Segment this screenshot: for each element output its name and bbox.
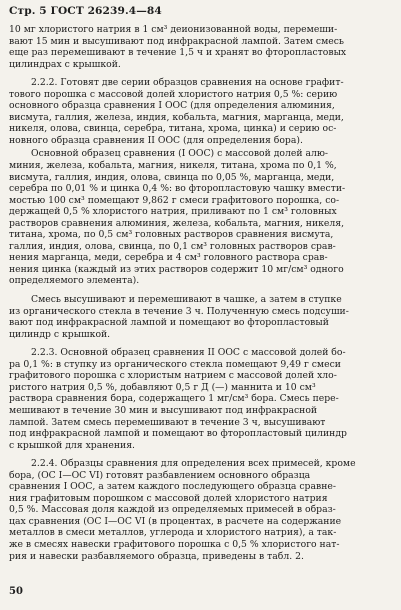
text-line: бора, (ОС I—ОС VI) готовят разбавлением основного образца bbox=[9, 469, 311, 481]
text-line: сравнения I ООС, а затем каждого последующего образца сравне- bbox=[9, 481, 336, 493]
text-line: растворов сравнения алюминия, железа, кобальта, магния, никеля, bbox=[9, 217, 345, 229]
text-line: цилиндр с крышкой. bbox=[9, 328, 111, 340]
text-line: висмута, галлия, железа, индия, кобальта, магния, марганца, меди, bbox=[9, 111, 344, 123]
text-line: ристого натрия 0,5 %, добавляют 0,5 г Д (—) маннита и 10 см³ bbox=[9, 381, 316, 393]
text-line: основного образца сравнения I ООС (для определения алюминия, bbox=[9, 100, 335, 112]
text-line: 2.2.2. Готовят две серии образцов сравнения на основе графит- bbox=[31, 77, 344, 89]
text-line: 2.2.3. Основной образец сравнения II ООС с массовой долей бо- bbox=[31, 347, 346, 359]
paragraph bbox=[9, 458, 392, 562]
text-line: определяемого элемента). bbox=[9, 275, 140, 287]
text-line: вают 15 мин и высушивают под инфракрасной лампой. Затем смесь bbox=[9, 35, 344, 47]
text-line: Смесь высушивают и перемешивают в чашке, а затем в ступке bbox=[31, 294, 342, 306]
text-line: 0,5 %. Массовая доля каждой из определяемых примесей в образ- bbox=[9, 504, 336, 516]
text-line: ра 0,1 %: в ступку из органического стекла помещают 9,49 г смеси bbox=[9, 358, 341, 370]
text-line: под инфракрасной лампой и помещают во фторопластовый цилиндр bbox=[9, 428, 347, 440]
paragraph bbox=[9, 294, 392, 340]
text-line: цилиндрах с крышкой. bbox=[9, 58, 121, 70]
text-line: же в смесях навески графитового порошка с 0,5 % хлористого нат- bbox=[9, 538, 340, 550]
text-line: с крышкой для хранения. bbox=[9, 439, 135, 451]
text-line: металлов в смеси металлов, углерода и хлористого натрия), а так- bbox=[9, 527, 337, 539]
text-line: галлия, индия, олова, свинца, по 0,1 см³ головных растворов срав- bbox=[9, 240, 336, 252]
text-line: из органического стекла в течение 3 ч. Полученную смесь подсуши- bbox=[9, 305, 349, 317]
document-body bbox=[9, 24, 392, 562]
text-line: ния графитовым порошком с массовой долей хлористого натрия bbox=[9, 492, 328, 504]
text-line: новного образца сравнения II ООС (для определения бора). bbox=[9, 134, 303, 146]
text-line: цах сравнения (ОС I—ОС VI (в процентах, в расчете на содержание bbox=[9, 515, 342, 527]
text-line: серебра по 0,01 % и цинка 0,4 %: во фторопластовую чашку вмести- bbox=[9, 183, 346, 195]
text-line: тового порошка с массовой долей хлористого натрия 0,5 %: серию bbox=[9, 88, 338, 100]
text-line: графитового порошка с хлористым натрием с массовой долей хло- bbox=[9, 370, 337, 382]
text-line: нения марганца, меди, серебра и 4 см³ головного раствора срав- bbox=[9, 252, 328, 264]
page-number: 50 bbox=[9, 586, 23, 597]
text-line: мостью 100 см³ помещают 9,862 г смеси графитового порошка, со- bbox=[9, 194, 340, 206]
text-line: миния, железа, кобальта, магния, никеля, титана, хрома по 0,1 %, bbox=[9, 160, 337, 172]
paragraph bbox=[9, 24, 392, 70]
text-line: титана, хрома, по 0,5 см³ головных растворов сравнения висмута, bbox=[9, 229, 334, 241]
text-line: никеля, олова, свинца, серебра, титана, хрома, цинка) и серию ос- bbox=[9, 123, 337, 135]
text-line: Основной образец сравнения (I ООС) с массовой долей алю- bbox=[31, 148, 329, 160]
text-line: раствора сравнения бора, содержащего 1 мг/см³ бора. Смесь пере- bbox=[9, 393, 339, 405]
page-header: Стр. 5 ГОСТ 26239.4—84 bbox=[9, 5, 162, 17]
paragraph bbox=[9, 148, 392, 287]
text-line: 10 мг хлористого натрия в 1 см³ деионизованной воды, перемеши- bbox=[9, 24, 338, 35]
text-line: еще раз перемешивают в течение 1,5 ч и хранят во фторопластовых bbox=[9, 47, 347, 59]
text-line: лампой. Затем смесь перемешивают в течение 3 ч, высушивают bbox=[9, 416, 326, 428]
text-line: нения цинка (каждый из этих растворов содержит 10 мг/см³ одного bbox=[9, 263, 344, 275]
text-line: висмута, галлия, индия, олова, свинца по 0,05 %, марганца, меди, bbox=[9, 171, 335, 183]
text-line: мешивают в течение 30 мин и высушивают под инфракрасной bbox=[9, 404, 318, 416]
paragraph bbox=[9, 347, 392, 451]
text-line: 2.2.4. Образцы сравнения для определения всех примесей, кроме bbox=[31, 458, 356, 470]
text-line: вают под инфракрасной лампой и помещают во фторопластовый bbox=[9, 317, 329, 329]
text-line: рия и навески разбавляемого образца, приведены в табл. 2. bbox=[9, 550, 304, 562]
text-line: держащей 0,5 % хлористого натрия, приливают по 1 см³ головных bbox=[9, 206, 337, 218]
paragraph bbox=[9, 77, 392, 146]
